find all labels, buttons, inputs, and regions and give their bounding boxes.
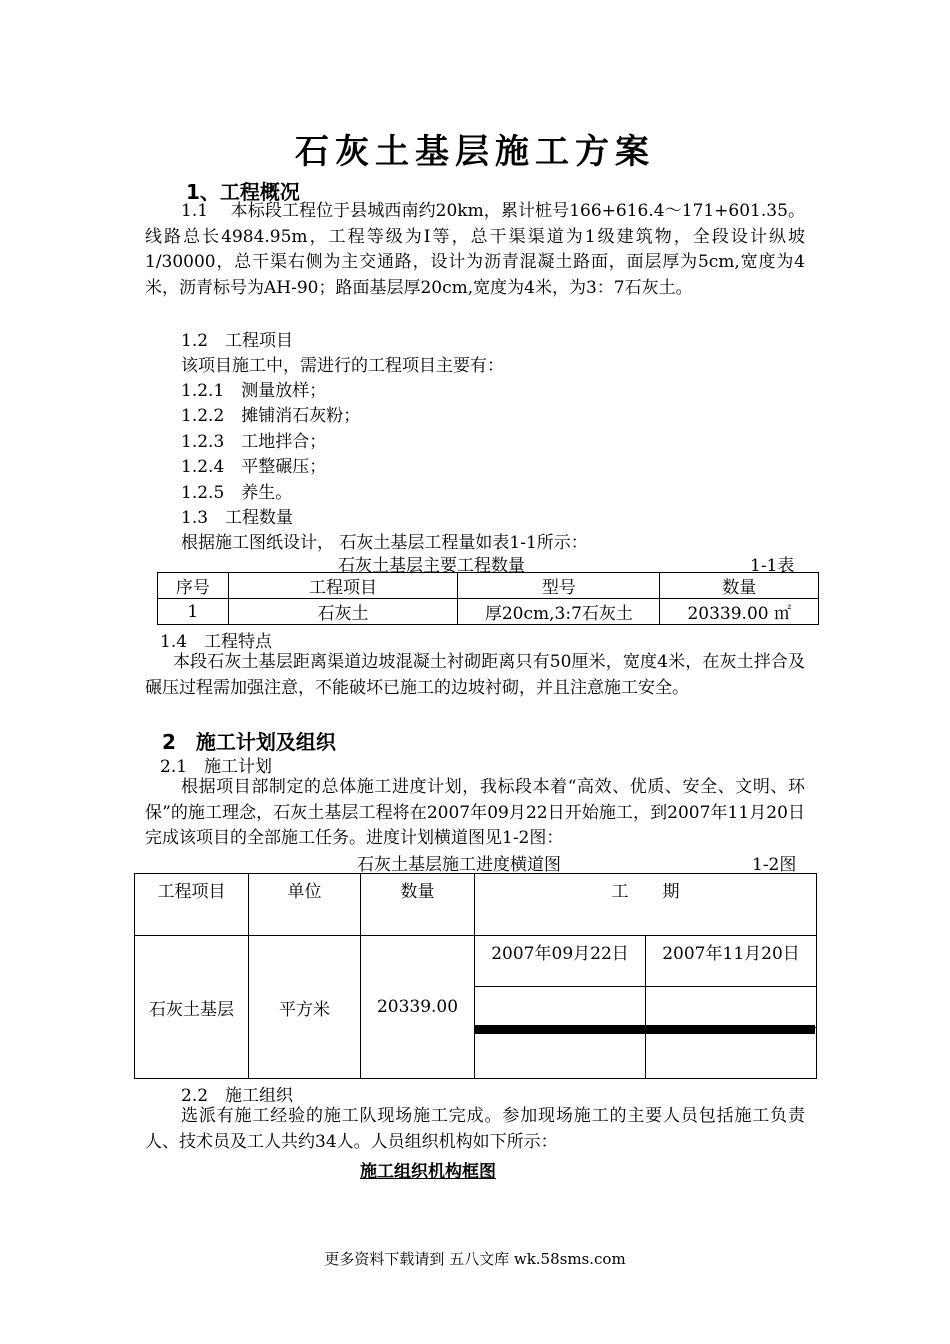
table-header-cell: 工程项目 [228,573,458,599]
table-cell: 20339.00 ㎡ [660,599,819,625]
table-cell [475,1028,646,1079]
list-item: 1.2.2 摊铺消石灰粉； [181,406,361,426]
heading-1-3: 1.3 工程数量 [181,508,294,528]
table-cell [475,987,646,1028]
table-cell: 石灰土 [228,599,458,625]
list-item: 1.2.5 养生。 [181,483,293,503]
paragraph-1-1: 1.1 本标段工程位于县城西南约20km，累计桩号166+616.4～171+601.35。线路总长4984.95m，工程等级为Ⅰ等，总干渠渠道为1级建筑物，全段设计纵坡1/30000，总干渠右侧为主交通路，设计为沥青混凝土路面，面层厚为5cm,宽度为4米，沥青标号为AH-90；路面基层厚20cm,宽度为4米，为3：7石灰土。 [145,201,805,298]
schedule-table [134,873,817,1079]
table-header-cell: 型号 [458,573,660,599]
table-row [158,599,819,625]
section-2-heading: 2 施工计划及组织 [162,730,336,754]
heading-2-2: 2.2 施工组织 [181,1086,294,1106]
table-header-cell: 数量 [361,874,475,936]
table-row [135,936,817,987]
heading-1-2: 1.2 工程项目 [181,331,294,351]
table-2-caption: 石灰土基层施工进度横道图 [357,855,561,875]
table-cell [646,1028,817,1079]
paragraph-2-2: 选派有施工经验的施工队现场施工完成。参加现场施工的主要人员包括施工负责人、技术员及工人共约34人。人员组织机构如下所示： [145,1106,805,1152]
table-1-caption: 石灰土基层主要工程数量 [338,556,525,576]
paragraph-2-1: 根据项目部制定的总体施工进度计划，我标段本着“高效、优质、安全、文明、环保”的施工理念，石灰土基层工程将在2007年09月22日开始施工，到2007年11月20日完成该项目的全部施工任务。进度计划横道图见1-2图： [145,777,805,848]
table-header-cell: 单位 [249,874,361,936]
list-item: 1.2.1 测量放样； [181,381,327,401]
table-cell [646,987,817,1028]
table-cell: 石灰土基层 [135,936,249,1079]
heading-2-1: 2.1 施工计划 [160,757,273,777]
table-header-cell: 序号 [158,573,229,599]
paragraph-1-4: 本段石灰土基层距离渠道边坡混凝土衬砌距离只有50厘米，宽度4米，在灰土拌合及碾压过程需加强注意，不能破坏已施工的边坡衬砌，并且注意施工安全。 [145,652,805,698]
table-header-row [158,573,819,599]
table-header-row [135,874,817,936]
heading-1-4: 1.4 工程特点 [160,632,273,652]
table-header-cell: 数量 [660,573,819,599]
table-cell: 厚20cm,3:7石灰土 [458,599,660,625]
paragraph-1-2: 该项目施工中，需进行的工程项目主要有： [181,356,504,376]
table-cell: 平方米 [249,936,361,1079]
table-header-cell: 工 期 [475,874,817,936]
table-1-label: 1-1表 [750,556,795,576]
gantt-bar [474,1025,815,1034]
document-title: 石灰土基层施工方案 [295,132,655,172]
end-date-cell: 2007年11月20日 [646,936,817,987]
section-1-heading: 1、工程概况 [186,180,300,204]
org-chart-title: 施工组织机构框图 [360,1162,496,1182]
footer-text: 更多资料下载请到 五八文库 wk.58sms.com [324,1250,626,1268]
quantity-table [157,572,819,625]
table-2-label: 1-2图 [752,855,797,875]
table-header-cell: 工程项目 [135,874,249,936]
list-item: 1.2.4 平整碾压； [181,457,327,477]
paragraph-1-3: 根据施工图纸设计， 石灰土基层工程量如表1-1所示： [181,533,588,553]
list-item: 1.2.3 工地拌合； [181,432,327,452]
start-date-cell: 2007年09月22日 [475,936,646,987]
table-cell: 1 [158,599,229,625]
table-cell: 20339.00 [361,936,475,1079]
